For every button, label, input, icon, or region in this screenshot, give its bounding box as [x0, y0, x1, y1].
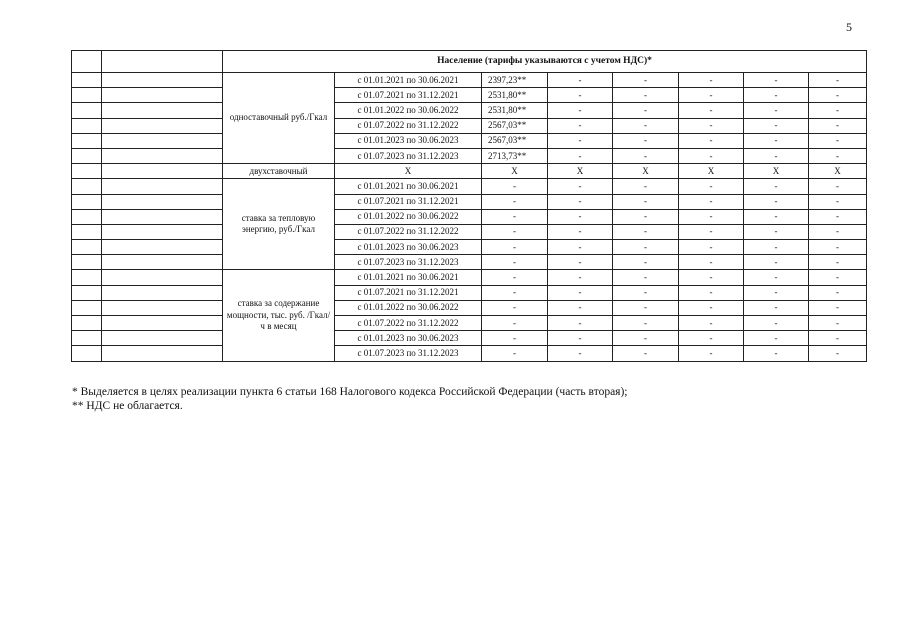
value-cell: - [744, 73, 809, 88]
empty-cell [72, 118, 102, 133]
period-cell: с 01.07.2021 по 31.12.2021 [335, 194, 482, 209]
empty-cell [102, 118, 223, 133]
value-cell: - [548, 285, 613, 300]
value-cell: - [679, 240, 744, 255]
tariff-type-label: ставка за тепловую энергию, руб./Гкал [223, 179, 335, 270]
value-cell: - [548, 270, 613, 285]
value-cell: - [679, 224, 744, 239]
empty-cell [72, 240, 102, 255]
tariff-value: - [482, 331, 548, 346]
value-cell: - [744, 255, 809, 270]
value-cell: - [613, 103, 679, 118]
period-cell: с 01.01.2021 по 30.06.2021 [335, 270, 482, 285]
period-cell: с 01.07.2023 по 31.12.2023 [335, 148, 482, 163]
period-cell: с 01.07.2022 по 31.12.2022 [335, 224, 482, 239]
value-cell: - [679, 255, 744, 270]
value-cell: - [548, 103, 613, 118]
value-cell: - [613, 285, 679, 300]
value-cell: - [809, 133, 867, 148]
empty-cell [102, 148, 223, 163]
x-mark-cell: Х [548, 164, 613, 179]
footnote: ** НДС не облагается. [72, 400, 183, 412]
value-cell: - [613, 148, 679, 163]
empty-cell [102, 316, 223, 331]
value-cell: - [744, 224, 809, 239]
empty-cell [102, 331, 223, 346]
period-cell: с 01.07.2023 по 31.12.2023 [335, 346, 482, 361]
value-cell: - [548, 133, 613, 148]
value-cell: - [613, 331, 679, 346]
table-row [72, 285, 867, 300]
x-mark-cell: Х [744, 164, 809, 179]
value-cell: - [679, 88, 744, 103]
value-cell: - [744, 133, 809, 148]
value-cell: - [809, 118, 867, 133]
empty-cell [102, 285, 223, 300]
value-cell: - [548, 255, 613, 270]
empty-cell [102, 255, 223, 270]
tariff-value: 2531,80** [482, 88, 548, 103]
value-cell: - [809, 194, 867, 209]
empty-cell [72, 255, 102, 270]
table-header-row [72, 51, 867, 73]
empty-cell [102, 88, 223, 103]
value-cell: - [548, 148, 613, 163]
tariff-value: - [482, 270, 548, 285]
empty-cell [72, 164, 102, 179]
value-cell: - [809, 331, 867, 346]
value-cell: - [809, 270, 867, 285]
value-cell: - [548, 240, 613, 255]
empty-cell [72, 179, 102, 194]
tariff-value: 2567,03** [482, 133, 548, 148]
two-rate-label: двухставочный [223, 164, 335, 179]
value-cell: - [613, 346, 679, 361]
table-row [72, 148, 867, 163]
period-cell: с 01.07.2021 по 31.12.2021 [335, 88, 482, 103]
value-cell: - [809, 148, 867, 163]
value-cell: - [744, 209, 809, 224]
empty-cell [72, 51, 102, 73]
value-cell: - [679, 346, 744, 361]
table-row [72, 73, 867, 88]
tariff-value: - [482, 194, 548, 209]
period-cell: с 01.01.2021 по 30.06.2021 [335, 73, 482, 88]
value-cell: - [809, 179, 867, 194]
tariff-value: - [482, 316, 548, 331]
value-cell: - [613, 255, 679, 270]
tariff-value: - [482, 209, 548, 224]
empty-cell [102, 51, 223, 73]
empty-cell [72, 194, 102, 209]
tariff-type-label: ставка за содержание мощности, тыс. руб. /Гкал/ч в месяц [223, 270, 335, 361]
value-cell: - [613, 194, 679, 209]
tariff-table [71, 50, 867, 362]
period-cell: с 01.07.2023 по 31.12.2023 [335, 255, 482, 270]
empty-cell [102, 194, 223, 209]
period-cell: с 01.01.2022 по 30.06.2022 [335, 209, 482, 224]
period-cell: с 01.01.2023 по 30.06.2023 [335, 331, 482, 346]
value-cell: - [679, 270, 744, 285]
value-cell: - [548, 179, 613, 194]
period-cell: с 01.07.2022 по 31.12.2022 [335, 316, 482, 331]
table-row [72, 255, 867, 270]
value-cell: - [744, 300, 809, 315]
value-cell: - [744, 316, 809, 331]
table-row [72, 194, 867, 209]
table-row [72, 331, 867, 346]
value-cell: - [548, 300, 613, 315]
table-row [72, 224, 867, 239]
value-cell: - [613, 179, 679, 194]
empty-cell [72, 148, 102, 163]
tariff-value: - [482, 285, 548, 300]
value-cell: - [548, 194, 613, 209]
value-cell: - [744, 331, 809, 346]
value-cell: - [809, 316, 867, 331]
tariff-value: - [482, 346, 548, 361]
table-row [72, 316, 867, 331]
value-cell: - [613, 224, 679, 239]
tariff-value: 2531,80** [482, 103, 548, 118]
value-cell: - [679, 148, 744, 163]
value-cell: - [744, 103, 809, 118]
empty-cell [72, 73, 102, 88]
value-cell: - [613, 73, 679, 88]
period-cell: с 01.01.2023 по 30.06.2023 [335, 240, 482, 255]
empty-cell [72, 133, 102, 148]
value-cell: - [679, 133, 744, 148]
table-row [72, 103, 867, 118]
value-cell: - [744, 285, 809, 300]
tariff-value: - [482, 240, 548, 255]
period-cell: с 01.01.2022 по 30.06.2022 [335, 300, 482, 315]
section-header: Население (тарифы указываются с учетом НДС)* [223, 51, 867, 73]
value-cell: - [809, 300, 867, 315]
value-cell: - [613, 118, 679, 133]
x-mark-cell: Х [482, 164, 548, 179]
empty-cell [102, 133, 223, 148]
empty-cell [72, 331, 102, 346]
value-cell: - [744, 240, 809, 255]
tariff-value: - [482, 179, 548, 194]
period-cell: с 01.07.2021 по 31.12.2021 [335, 285, 482, 300]
footnote: * Выделяется в целях реализации пункта 6 статьи 168 Налогового кодекса Российской Федерации (часть вторая); [72, 386, 628, 398]
empty-cell [72, 209, 102, 224]
value-cell: - [548, 73, 613, 88]
value-cell: - [679, 179, 744, 194]
table-row [72, 118, 867, 133]
empty-cell [102, 224, 223, 239]
tariff-value: 2713,73** [482, 148, 548, 163]
value-cell: - [613, 316, 679, 331]
empty-cell [102, 240, 223, 255]
empty-cell [72, 103, 102, 118]
value-cell: - [679, 316, 744, 331]
value-cell: - [809, 88, 867, 103]
value-cell: - [744, 179, 809, 194]
value-cell: - [809, 346, 867, 361]
value-cell: - [809, 73, 867, 88]
value-cell: - [679, 194, 744, 209]
value-cell: - [744, 270, 809, 285]
empty-cell [72, 285, 102, 300]
empty-cell [72, 300, 102, 315]
empty-cell [102, 346, 223, 361]
value-cell: - [548, 316, 613, 331]
empty-cell [72, 224, 102, 239]
empty-cell [102, 300, 223, 315]
empty-cell [102, 103, 223, 118]
page-number: 5 [846, 20, 852, 34]
table-row [72, 179, 867, 194]
value-cell: - [744, 346, 809, 361]
table-row [72, 133, 867, 148]
value-cell: - [613, 240, 679, 255]
table-row [72, 240, 867, 255]
value-cell: - [679, 209, 744, 224]
period-cell: с 01.01.2021 по 30.06.2021 [335, 179, 482, 194]
value-cell: - [548, 331, 613, 346]
value-cell: - [613, 88, 679, 103]
value-cell: - [679, 300, 744, 315]
table-row [72, 209, 867, 224]
value-cell: - [809, 224, 867, 239]
tariff-value: - [482, 300, 548, 315]
value-cell: - [809, 240, 867, 255]
period-cell: с 01.01.2022 по 30.06.2022 [335, 103, 482, 118]
tariff-value: - [482, 255, 548, 270]
value-cell: - [613, 270, 679, 285]
value-cell: - [679, 118, 744, 133]
empty-cell [102, 179, 223, 194]
empty-cell [72, 88, 102, 103]
empty-cell [102, 270, 223, 285]
value-cell: - [744, 148, 809, 163]
table-row [72, 346, 867, 361]
value-cell: - [679, 73, 744, 88]
x-mark-cell: Х [679, 164, 744, 179]
empty-cell [102, 164, 223, 179]
value-cell: - [548, 209, 613, 224]
footnotes [72, 385, 627, 413]
period-cell: с 01.01.2023 по 30.06.2023 [335, 133, 482, 148]
empty-cell [72, 316, 102, 331]
table-row [72, 270, 867, 285]
value-cell: - [548, 346, 613, 361]
table-row [72, 164, 867, 179]
empty-cell [102, 73, 223, 88]
value-cell: - [809, 209, 867, 224]
table-row [72, 300, 867, 315]
value-cell: - [548, 118, 613, 133]
value-cell: - [613, 209, 679, 224]
x-mark-cell: Х [809, 164, 867, 179]
x-mark-cell: Х [613, 164, 679, 179]
value-cell: - [744, 194, 809, 209]
empty-cell [102, 209, 223, 224]
value-cell: - [548, 88, 613, 103]
tariff-value: 2397,23** [482, 73, 548, 88]
value-cell: - [809, 255, 867, 270]
empty-cell [72, 270, 102, 285]
value-cell: - [744, 118, 809, 133]
tariff-value: - [482, 224, 548, 239]
table-row [72, 88, 867, 103]
value-cell: - [679, 285, 744, 300]
value-cell: - [548, 224, 613, 239]
period-cell: с 01.07.2022 по 31.12.2022 [335, 118, 482, 133]
value-cell: - [809, 103, 867, 118]
tariff-type-label: одноставочный руб./Гкал [223, 73, 335, 164]
x-mark-cell: Х [335, 164, 482, 179]
tariff-value: 2567,03** [482, 118, 548, 133]
value-cell: - [679, 331, 744, 346]
value-cell: - [613, 300, 679, 315]
value-cell: - [809, 285, 867, 300]
empty-cell [72, 346, 102, 361]
value-cell: - [744, 88, 809, 103]
value-cell: - [613, 133, 679, 148]
value-cell: - [679, 103, 744, 118]
